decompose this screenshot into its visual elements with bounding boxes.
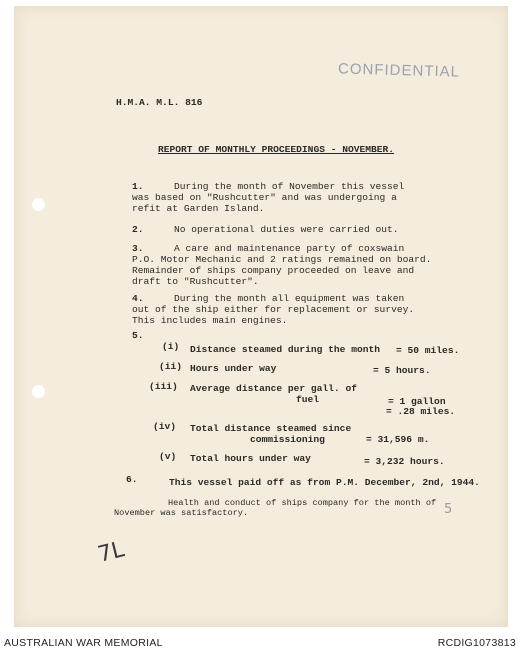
item-v-value: = 3,232 hours.: [364, 456, 445, 467]
para-5-number: 5.: [132, 330, 144, 341]
para-6-line-1: This vessel paid off as from P.M. December, 2nd, 1944.: [169, 477, 480, 488]
item-iii-number: (iii): [149, 381, 178, 392]
vessel-heading: H.M.A. M.L. 816: [116, 97, 203, 108]
item-iv-value: = 31,596 m.: [366, 434, 430, 445]
item-iii-label-2: fuel: [296, 394, 320, 405]
item-iii-label: Average distance per gall. of: [190, 383, 357, 394]
para-3-number: 3.: [132, 243, 144, 254]
item-iv-label: Total distance steamed since: [190, 423, 352, 434]
item-iii-value-2: = .28 miles.: [386, 406, 456, 417]
para-3-line-3: Remainder of ships company proceeded on leave and: [132, 265, 415, 276]
para-1-line-3: refit at Garden Island.: [132, 203, 265, 214]
item-i-number: (i): [162, 341, 180, 352]
confidential-stamp: CONFIDENTIAL: [337, 60, 461, 81]
item-ii-number: (ii): [159, 361, 183, 372]
para-3-line-1: A care and maintenance party of coxswain: [174, 243, 405, 254]
para-2-line-1: No operational duties were carried out.: [174, 224, 399, 235]
item-ii-label: Hours under way: [190, 363, 277, 374]
para-1-number: 1.: [132, 181, 144, 192]
item-i-label: Distance steamed during the month: [190, 344, 380, 355]
para-6-number: 6.: [126, 474, 138, 485]
para-4-line-2: out of the ship either for replacement or survey.: [132, 304, 415, 315]
para-1-line-2: was based on "Rushcutter" and was undergoing a: [132, 192, 397, 203]
footer-source: AUSTRALIAN WAR MEMORIAL: [4, 637, 163, 649]
para-1-line-1: During the month of November this vessel: [174, 181, 405, 192]
para-4-number: 4.: [132, 293, 144, 304]
para-3-line-4: draft to "Rushcutter".: [132, 276, 259, 287]
closing-line-1: Health and conduct of ships company for the month of: [168, 498, 437, 508]
footer-reference: RCDIG1073813: [437, 637, 516, 649]
punch-hole-bottom: [32, 385, 45, 398]
item-v-number: (v): [159, 451, 177, 462]
para-3-line-2: P.O. Motor Mechanic and 2 ratings remained on board.: [132, 254, 432, 265]
item-iv-label-2: commissioning: [250, 434, 325, 445]
para-2-number: 2.: [132, 224, 144, 235]
item-iv-number: (iv): [153, 421, 177, 432]
para-4-line-1: During the month all equipment was taken: [174, 293, 405, 304]
item-ii-value: = 5 hours.: [373, 365, 431, 376]
punch-hole-top: [32, 198, 45, 211]
handwritten-annotation: 7L: [95, 537, 127, 568]
report-title: REPORT OF MONTHLY PROCEEDINGS - NOVEMBER.: [158, 144, 395, 155]
item-v-label: Total hours under way: [190, 453, 311, 464]
closing-line-2: November was satisfactory.: [114, 508, 249, 518]
item-i-value: = 50 miles.: [396, 345, 460, 356]
item-iii-value: = 1 gallon: [388, 396, 446, 407]
para-4-line-3: This includes main engines.: [132, 315, 288, 326]
handwritten-mark: 5: [444, 502, 453, 517]
